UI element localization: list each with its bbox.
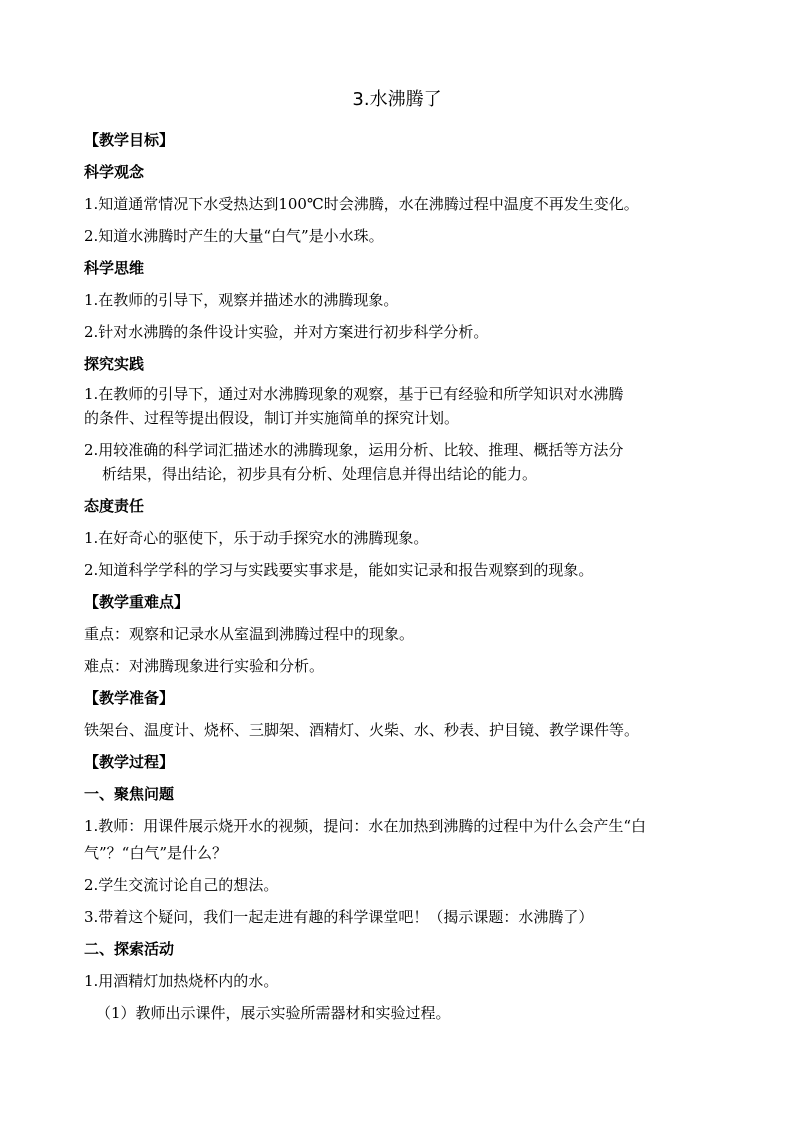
paragraph-line: 2.知道水沸腾时产生的大量“白气”是小水珠。 (84, 227, 384, 245)
paragraph-line: 1.在教师的引导下，通过对水沸腾现象的观察，基于已有经验和所学知识对水沸腾 (84, 385, 624, 403)
paragraph-line: 重点：观察和记录水从室温到沸腾过程中的现象。 (84, 625, 415, 643)
paragraph-line: 1.教师：用课件展示烧开水的视频，提问：水在加热到沸腾的过程中为什么会产生“白 (84, 817, 646, 835)
paragraph-line: 铁架台、温度计、烧杯、三脚架、酒精灯、火柴、水、秒表、护目镜、教学课件等。 (84, 721, 640, 739)
paragraph-line: 1.在教师的引导下，观察并描述水的沸腾现象。 (84, 291, 399, 309)
subheading-exploration-activity: 二、探索活动 (84, 940, 175, 958)
subheading-focus-question: 一、聚焦问题 (84, 785, 175, 803)
paragraph-line: 2.用较准确的科学词汇描述水的沸腾现象，运用分析、比较、推理、概括等方法分 (84, 441, 624, 459)
paragraph-line: 难点：对沸腾现象进行实验和分析。 (84, 657, 325, 675)
paragraph-line: 的条件、过程等提出假设，制订并实施简单的探究计划。 (84, 409, 460, 427)
paragraph-line: 2.学生交流讨论自己的想法。 (84, 876, 279, 894)
paragraph-line: 2.针对水沸腾的条件设计实验，并对方案进行初步科学分析。 (84, 323, 489, 341)
section-heading-key-points: 【教学重难点】 (84, 593, 190, 611)
paragraph-line: 1.用酒精灯加热烧杯内的水。 (84, 972, 279, 990)
section-heading-teaching-goals: 【教学目标】 (84, 131, 175, 149)
subheading-inquiry-practice: 探究实践 (84, 355, 145, 373)
subheading-scientific-thinking: 科学思维 (84, 259, 145, 277)
paragraph-line: 3.带着这个疑问，我们一起走进有趣的科学课堂吧！（揭示课题：水沸腾了） (84, 908, 594, 926)
section-heading-teaching-process: 【教学过程】 (84, 753, 175, 771)
paragraph-line: 1.知道通常情况下水受热达到100℃时会沸腾，水在沸腾过程中温度不再发生变化。 (84, 195, 639, 213)
paragraph-line: 2.知道科学学科的学习与实践要实事求是，能如实记录和报告观察到的现象。 (84, 561, 594, 579)
paragraph-line: 析结果，得出结论，初步具有分析、处理信息并得出结论的能力。 (102, 465, 538, 483)
paragraph-line: 1.在好奇心的驱使下，乐于动手探究水的沸腾现象。 (84, 529, 429, 547)
paragraph-line: （1）教师出示课件，展示实验所需器材和实验过程。 (96, 1004, 451, 1022)
paragraph-line: 气”？“白气”是什么？ (84, 844, 228, 862)
subheading-scientific-concept: 科学观念 (84, 163, 145, 181)
document-title: 3.水沸腾了 (352, 89, 442, 110)
subheading-attitude-responsibility: 态度责任 (84, 497, 145, 515)
section-heading-preparation: 【教学准备】 (84, 689, 175, 707)
